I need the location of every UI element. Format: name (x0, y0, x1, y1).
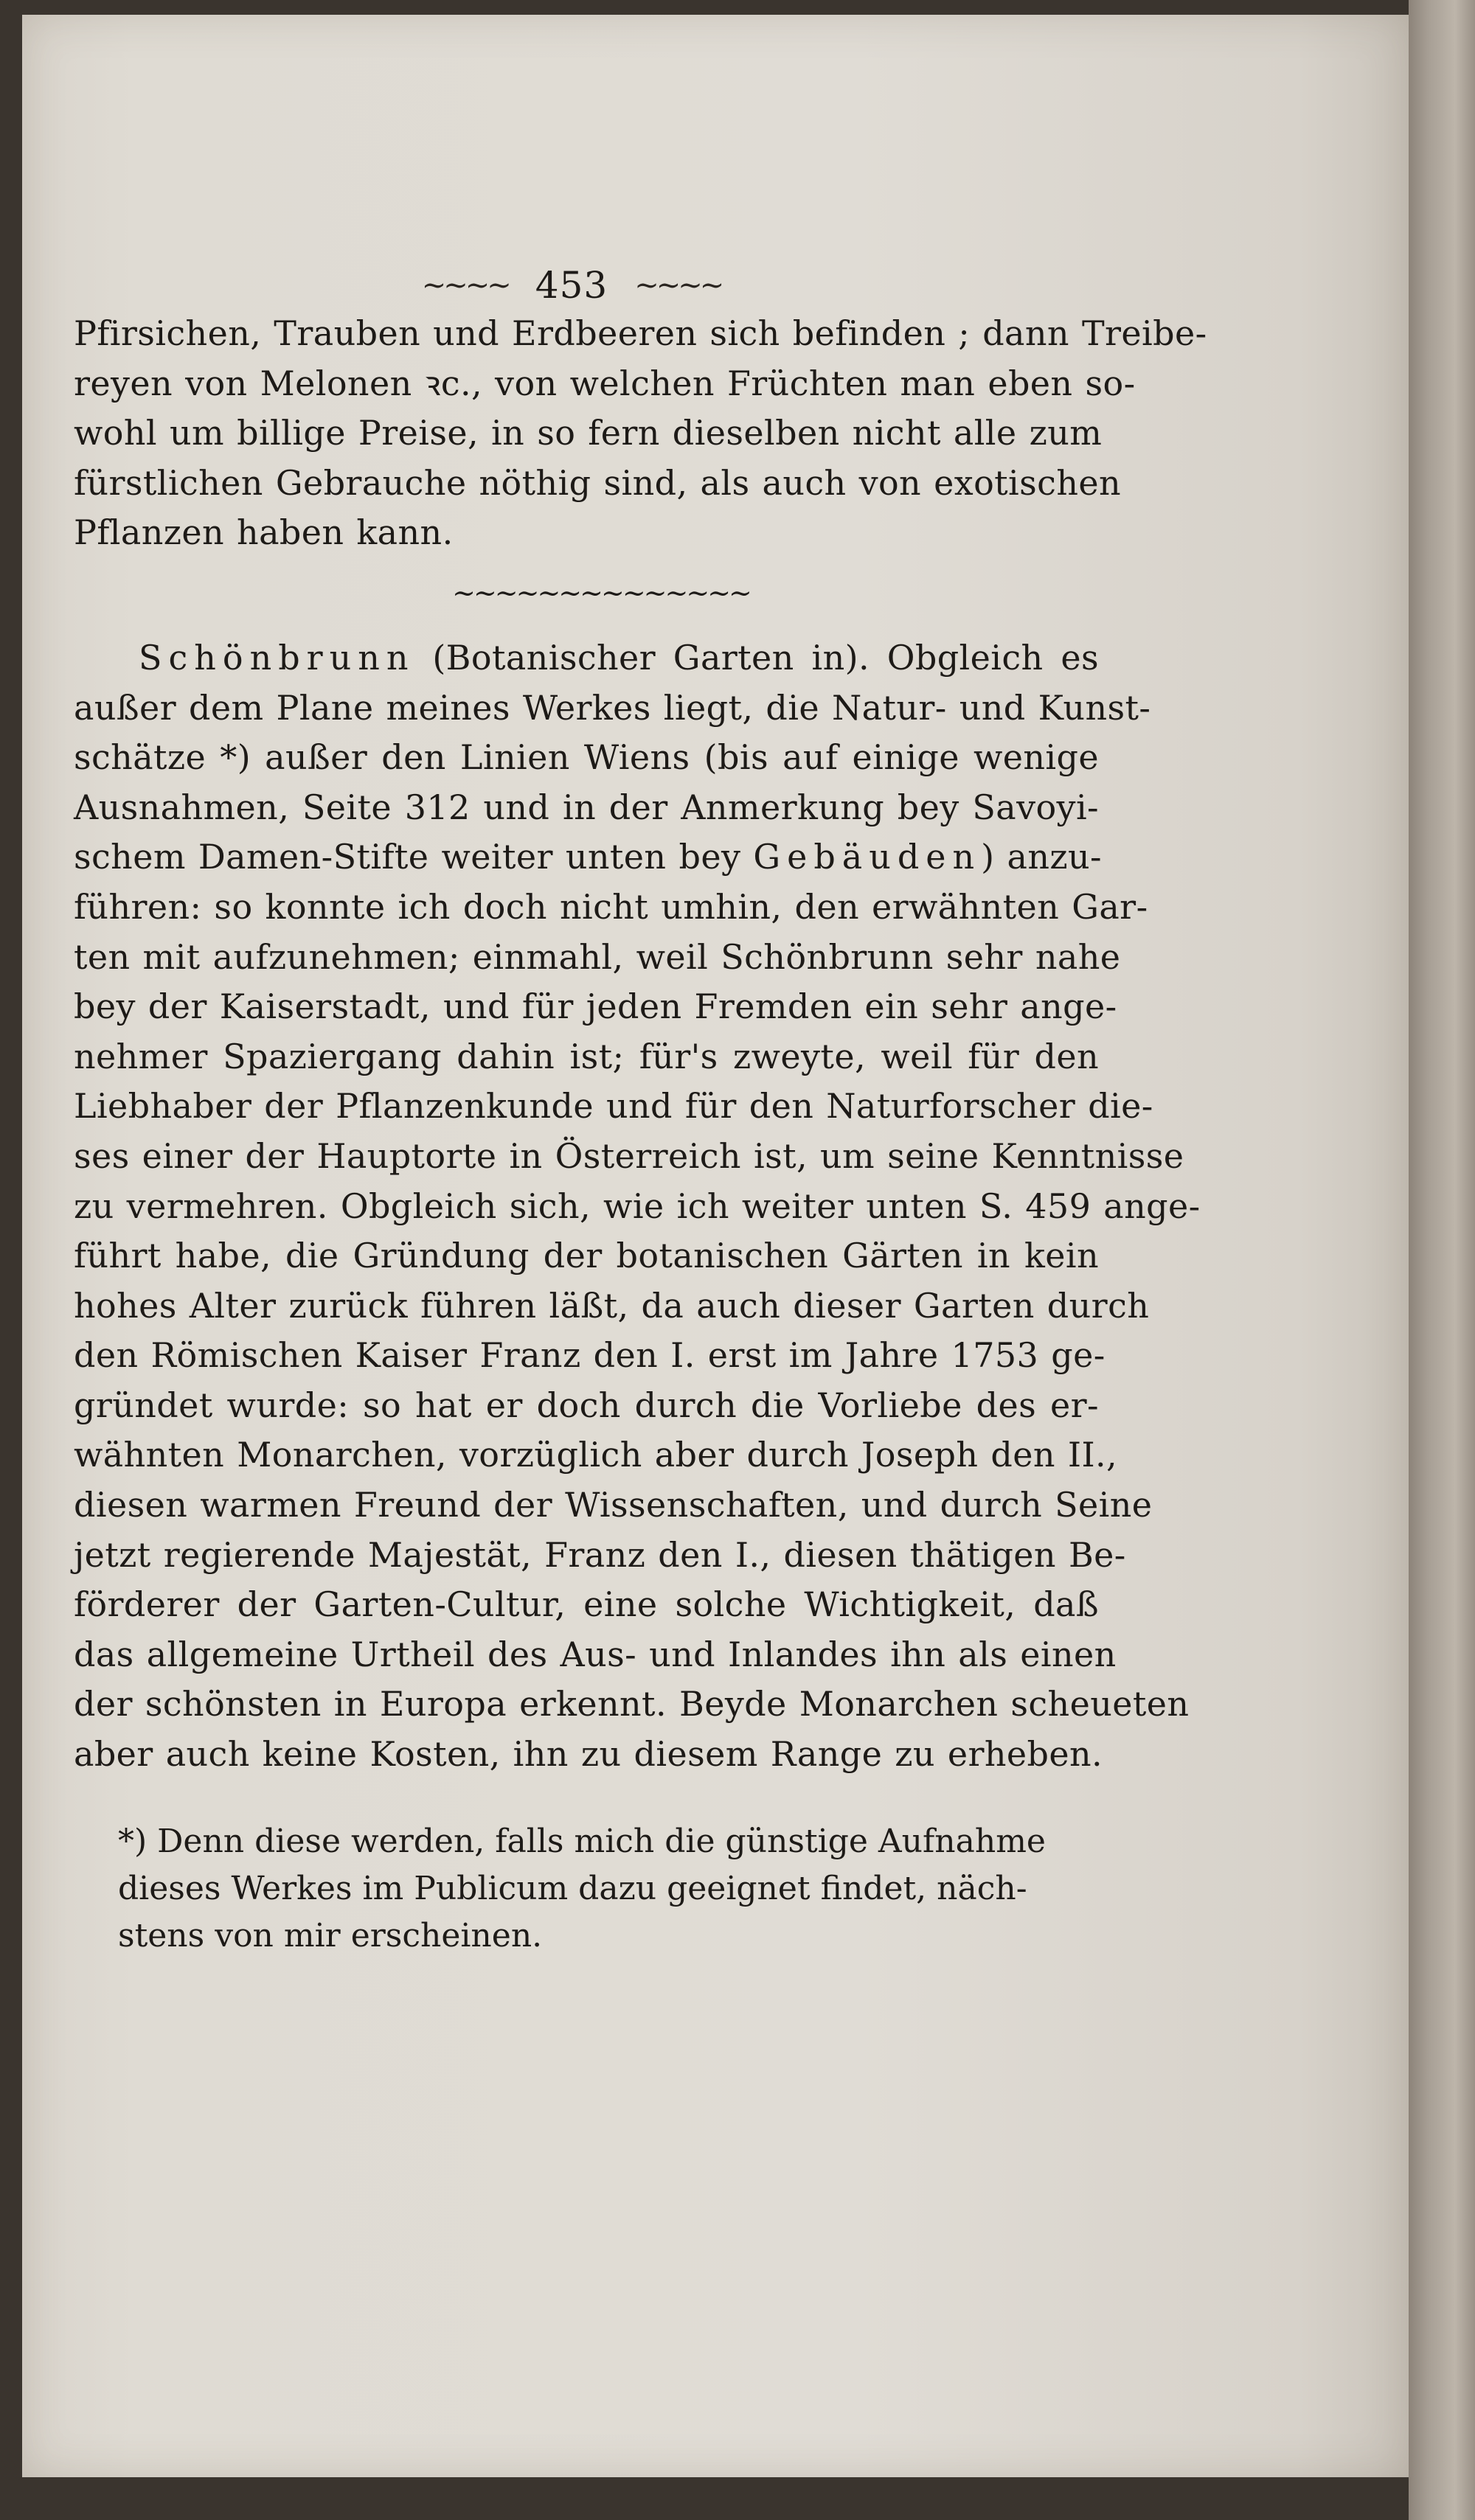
text-line: gründet wurde: so hat er doch durch die Vorliebe des er- (74, 1385, 1099, 1425)
text-line: führt habe, die Gründung der botanischen Gärten in kein (74, 1236, 1099, 1276)
text-line: das allgemeine Urtheil des Aus- und Inlandes ihn als einen (74, 1634, 1117, 1674)
page-number: 453 (535, 264, 608, 307)
text-line: schätze *) außer den Linien Wiens (bis auf einige wenige (74, 737, 1099, 778)
text-line: zu vermehren. Obgleich sich, wie ich weiter unten S. 459 ange- (74, 1186, 1201, 1226)
text-line: wohl um billige Preise, in so fern dieselben nicht alle zum (74, 413, 1103, 453)
text-line: förderer der Garten-Cultur, eine solche Wichtigkeit, daß (74, 1584, 1099, 1625)
footnote-line: stens von mir erscheinen. (118, 1916, 543, 1955)
text-line-with-spaced-word (74, 832, 1102, 883)
footnote (74, 1818, 1099, 1960)
intro-paragraph (74, 309, 1207, 558)
page-header (44, 262, 1099, 309)
footnote-line: dieses Werkes im Publicum dazu geeignet findet, näch- (118, 1869, 1027, 1907)
text-line: Pfirsichen, Trauben und Erdbeeren sich befinden ; dann Treibe- (74, 313, 1207, 353)
text-line: ten mit aufzunehmen; einmahl, weil Schönbrunn sehr nahe (74, 936, 1121, 977)
text-line: führen: so konnte ich doch nicht umhin, den erwähnten Gar- (74, 886, 1148, 927)
text-line: Liebhaber der Pflanzenkunde und für den Naturforscher die- (74, 1086, 1153, 1127)
text-line: Pflanzen haben kann. (74, 512, 454, 553)
text-line: den Römischen Kaiser Franz den I. erst im Jahre 1753 ge- (74, 1335, 1106, 1376)
entry-headword: Schönbrunn (139, 637, 415, 678)
header-ornament-right: ~~~~ (634, 268, 722, 302)
entry-head-rest: (Botanischer Garten in). Obgleich es (432, 637, 1099, 678)
text-line: diesen warmen Freund der Wissenschaften, und durch Seine (74, 1485, 1153, 1525)
text-line: fürstlichen Gebrauche nöthig sind, als auch von exotischen (74, 462, 1122, 503)
text-line: der schönsten in Europa erkennt. Beyde Monarchen scheueten (74, 1684, 1190, 1724)
text-line: wähnten Monarchen, vorzüglich aber durch Joseph den II., (74, 1435, 1118, 1475)
page-edge (1409, 0, 1475, 2520)
footnote-line: *) Denn diese werden, falls mich die günstige Aufnahme (118, 1822, 1046, 1860)
entry-paragraph (74, 633, 1201, 1780)
section-separator: ~~~~~~~~~~~~~~ (452, 576, 750, 609)
text-fragment: ) anzu- (981, 837, 1102, 877)
text-line: reyen von Melonen ꝛc., von welchen Früchten man eben so- (74, 363, 1136, 403)
text-column (74, 262, 1207, 1960)
entry-first-line (74, 633, 1099, 683)
text-fragment: schem Damen-Stifte weiter unten bey (74, 837, 741, 877)
text-line: Ausnahmen, Seite 312 und in der Anmerkung bey Savoyi- (74, 787, 1099, 827)
text-line: nehmer Spaziergang dahin ist; für's zweyte, weil für den (74, 1036, 1099, 1076)
text-line: hohes Alter zurück führen läßt, da auch dieser Garten durch (74, 1285, 1150, 1326)
spaced-word: Gebäuden (753, 837, 982, 877)
text-line: jetzt regierende Majestät, Franz den I., diesen thätigen Be- (74, 1534, 1126, 1575)
text-line: aber auch keine Kosten, ihn zu diesem Range zu erheben. (74, 1734, 1103, 1775)
text-line: außer dem Plane meines Werkes liegt, die Natur- und Kunst- (74, 687, 1151, 728)
text-line: ses einer der Hauptorte in Österreich ist, um seine Kenntnisse (74, 1135, 1184, 1176)
header-ornament-left: ~~~~ (421, 268, 509, 302)
text-line: bey der Kaiserstadt, und für jeden Fremden ein sehr ange- (74, 986, 1117, 1027)
